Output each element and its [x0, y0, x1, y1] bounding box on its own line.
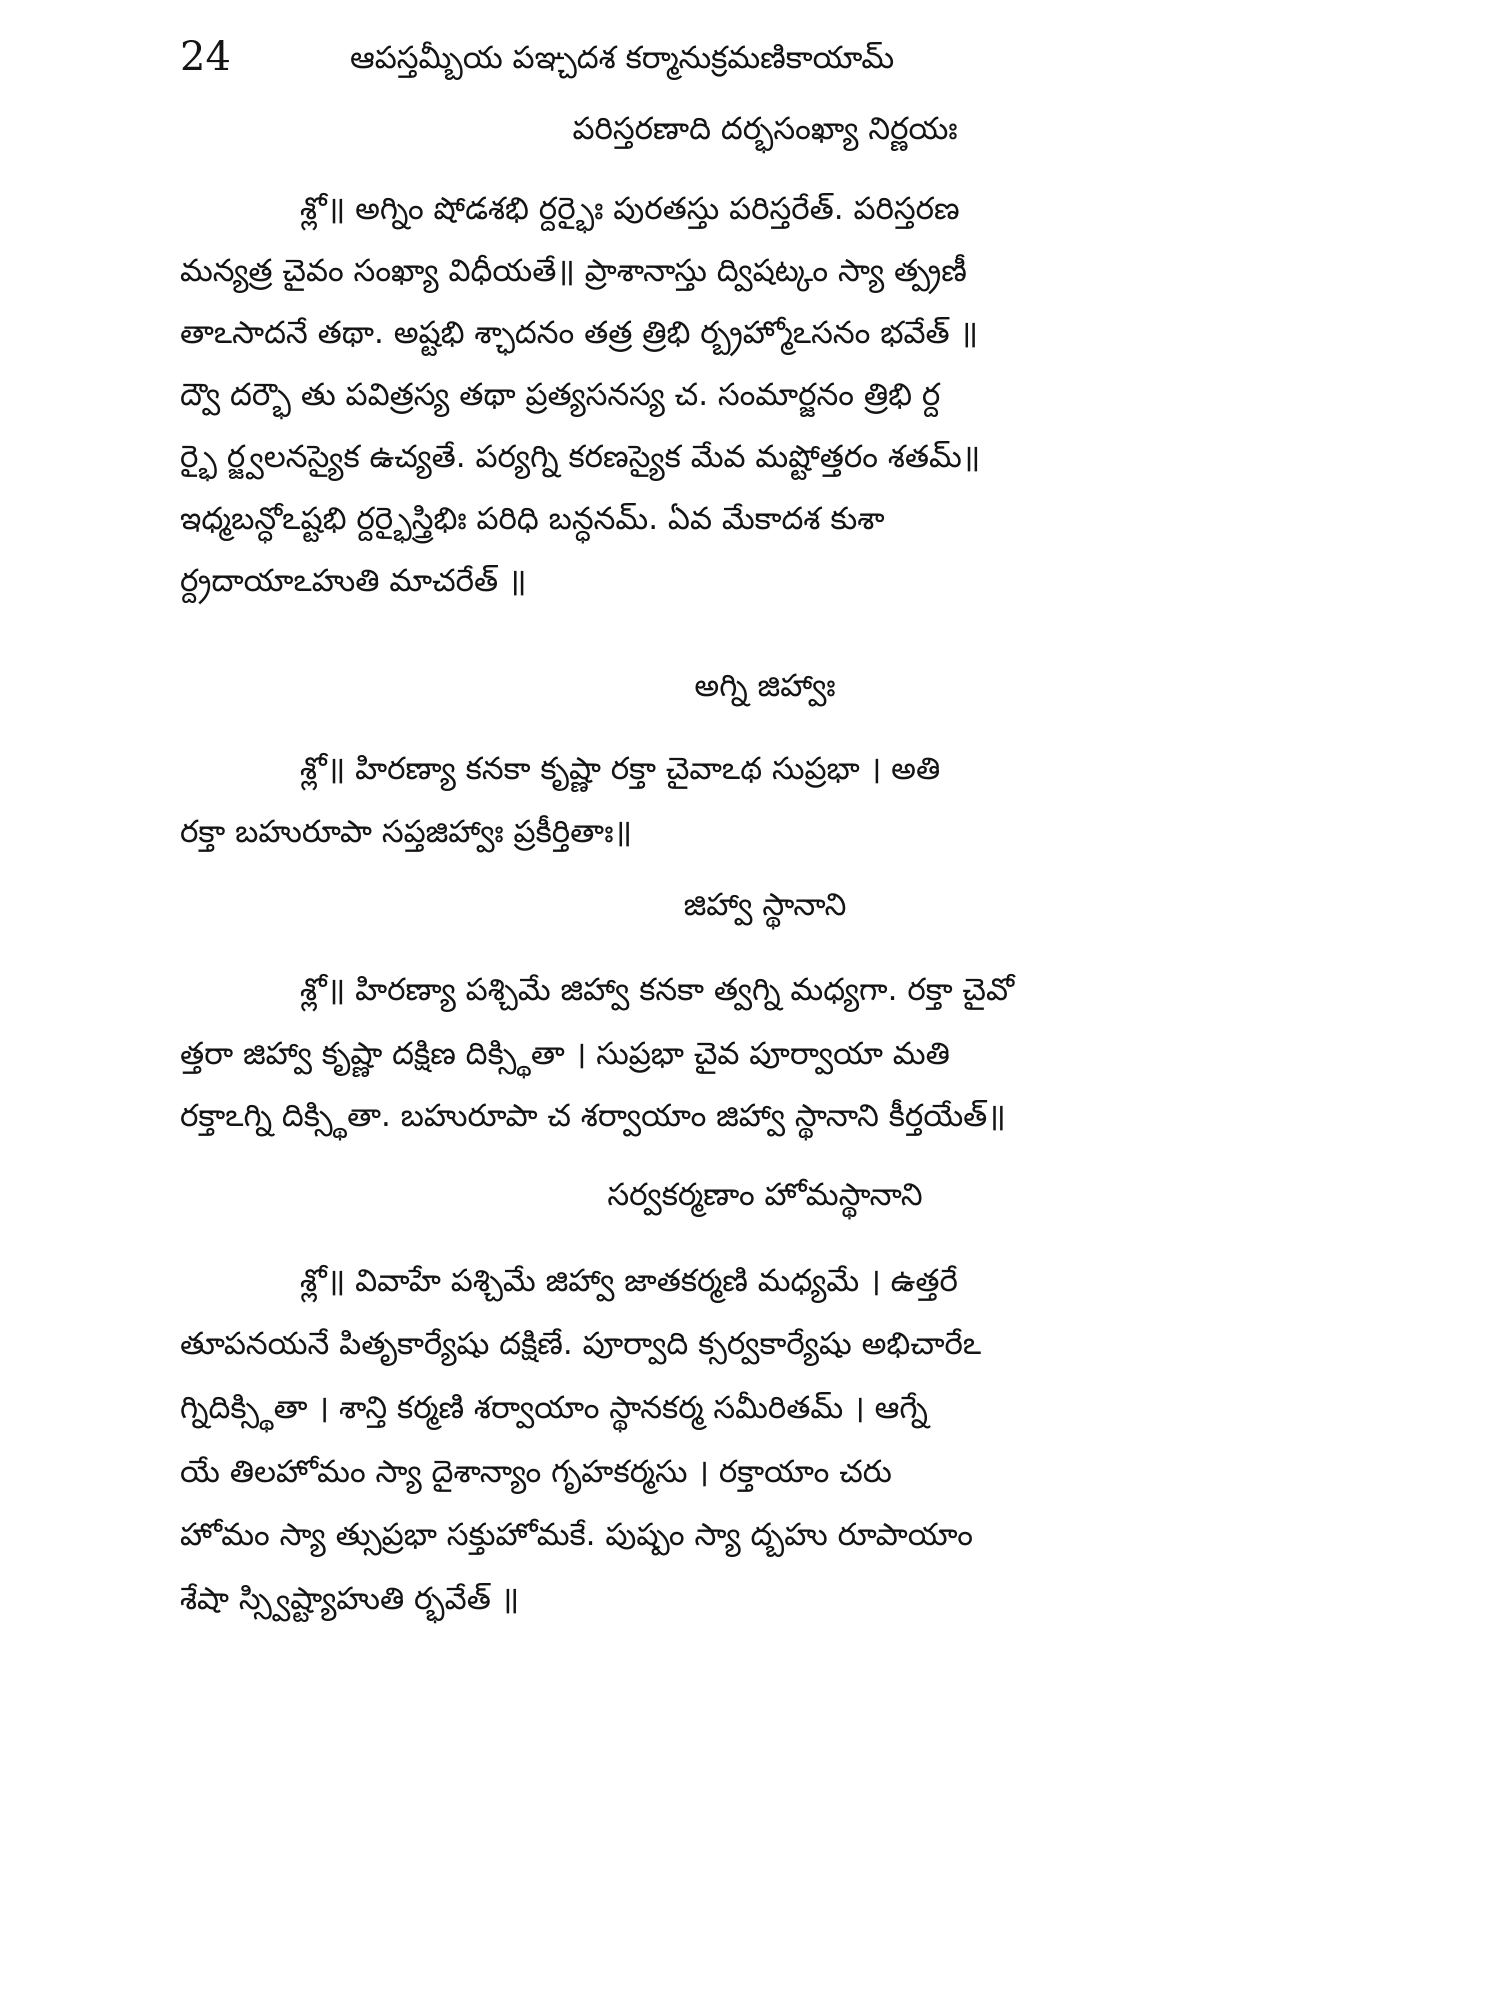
- text-line: హోమం స్యా త్సుప్రభా సక్తుహోమకే. పుష్పం స్యా ద్బహు రూపాయాం: [180, 1517, 973, 1553]
- text-line: శ్లో॥ హిరణ్యా పశ్చిమే జిహ్వా కనకా త్వగ్ని మధ్యగా. రక్తా చైవో: [300, 972, 1015, 1008]
- text-line: త్తరా జిహ్వా కృష్ణా దక్షిణ దిక్స్థితా । సుప్రభా చైవ పూర్వాయా మతి: [180, 1036, 950, 1072]
- text-line: మన్యత్ర చైవం సంఖ్యా విధీయతే॥ ప్రాశానాస్తు ద్విషట్కం స్యా త్ప్రణీ: [180, 253, 967, 289]
- text-line: రక్తాఽగ్ని దిక్స్థితా. బహురూపా చ శర్వాయాం జిహ్వా స్థానాని కీర్తయేత్॥: [180, 1098, 1006, 1134]
- text-line: శేషా స్స్విష్ట్యాహుతి ర్భవేత్ ॥: [180, 1581, 520, 1617]
- text-line: ద్వౌ దర్భౌ తు పవిత్రస్య తథా ప్రత్యసనస్య చ. సంమార్జనం త్రిభి ర్ద: [180, 377, 941, 413]
- running-title: ఆపస్తమ్బీయ పఞ్చదశ కర్మానుక్రమణికాయామ్: [350, 40, 895, 76]
- section-heading: జిహ్వా స్థానాని: [683, 887, 847, 923]
- text-line: ఇధ్మబన్ధోఽష్టభి ర్దర్భైస్త్రిభిః పరిధి బన్ధనమ్. ఏవ మేకాదశ కుశా: [180, 501, 885, 537]
- text-line: శ్లో॥ హిరణ్యా కనకా కృష్ణా రక్తా చైవాఽథ సుప్రభా । అతి: [300, 751, 941, 787]
- page-number: 24: [180, 34, 231, 80]
- section-heading: సర్వకర్మణాం హోమస్థానాని: [607, 1177, 923, 1213]
- text-line: రక్తా బహురూపా సప్తజిహ్వాః ప్రకీర్తితాః॥: [180, 814, 633, 850]
- text-line: గ్నిదిక్స్థితా । శాన్తి కర్మణి శర్వాయాం స్థానకర్మ సమీరితమ్ । ఆగ్నే: [180, 1390, 928, 1426]
- text-line: తాఽసాదనే తథా. అష్టభి శ్ఛాదనం తత్ర త్రిభి ర్బ్రహ్మోఽసనం భవేత్ ॥: [180, 315, 979, 351]
- text-line: యే తిలహోమం స్యా దైశాన్యాం గృహకర్మసు । రక్తాయాం చరు: [180, 1454, 892, 1490]
- text-line: ర్ద్రదాయాఽహుతి మాచరేత్ ॥: [180, 563, 527, 599]
- text-line: శ్లో॥ అగ్నిం షోడశభి ర్దర్భైః పురతస్తు పరిస్తరేత్. పరిస్తరణ: [300, 191, 960, 227]
- section-heading: అగ్ని జిహ్వాః: [694, 668, 836, 704]
- text-line: శ్లో॥ వివాహే పశ్చిమే జిహ్వా జాతకర్మణి మధ్యమే । ఉత్తరే: [300, 1263, 958, 1299]
- running-header: [180, 28, 1350, 88]
- text-line: ర్భై ర్జ్వలనస్యైక ఉచ్యతే. పర్యగ్ని కరణస్యైక మేవ మష్టోత్తరం శతమ్॥: [180, 439, 981, 475]
- text-line: తూపనయనే పితృకార్యేషు దక్షిణే. పూర్వాది క్సర్వకార్యేషు అభిచారేఽ: [180, 1326, 982, 1362]
- section-heading: పరిస్తరణాది దర్భసంఖ్యా నిర్ణయః: [572, 111, 958, 147]
